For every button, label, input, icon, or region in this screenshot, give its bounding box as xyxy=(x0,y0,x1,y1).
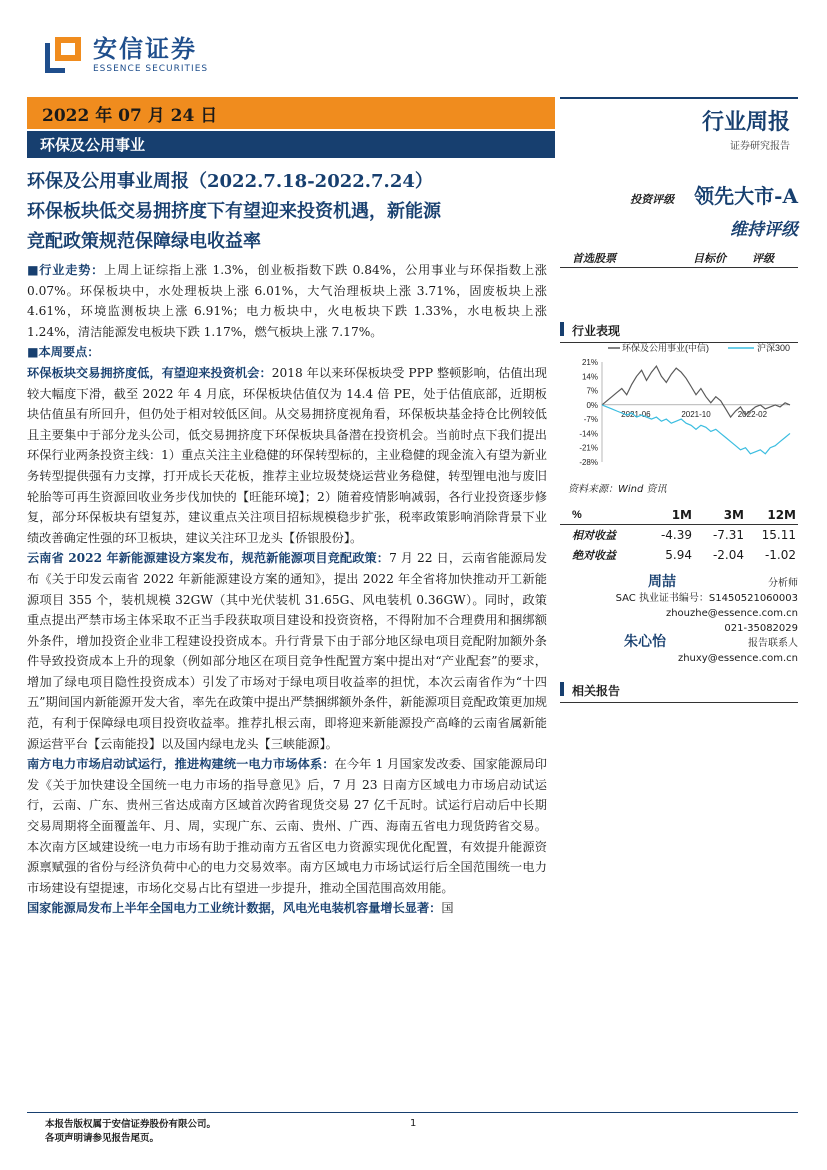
perf-cell: -4.39 xyxy=(660,528,692,542)
para-nea-head: 国家能源局发布上半年全国电力工业统计数据，风电光电装机容量增长显著： xyxy=(27,901,442,916)
perf-h2: 3M xyxy=(723,507,744,522)
analyst-role: 报告联系人 xyxy=(748,638,798,649)
legend-label-1: 环保及公用事业(中信) xyxy=(622,343,709,353)
para-yunnan-head: 云南省 2022 年新能源建设方案发布，规范新能源项目竞配政策： xyxy=(27,551,390,566)
para-nea xyxy=(27,898,547,919)
para-yunnan-text: 7 月 22 日，云南省能源局发布《关于印发云南省 2022 年新能源建设方案的通知》，提出 2022 年全省将加快推动开工新能源项目 355 个，装机规模 32GW（其中光伏装机 31.65G、风电装机 0.36GW）。同时，政策重点提出严禁市场主体采取不正当手段获取项目建设和投资资格，不得附加不合理费用和捆绑额外条件，增加投资企业非工程建设投资成本。升行背景下由于部分地区绿电项目竞配附加额外条件导致投资成本上升的现象（例如部分地区在项目竞争性配置方案中提出对“产业配套”的要求，增加了绿电项目隐性投资成本）引发了市场对于绿电项目收益率的担忧，本次云南省作为“十四五”期间国内新能源开发大省，率先在政策中提出严禁捆绑额外条件，新能源项目竞配政策更加规范，有利于保障绿电项目投资收益率。推荐扎根云南，即将迎来新能源投产高峰的云南省属新能源运营平台【云南能投】以及国内绿电龙头【三峡能源】。 xyxy=(27,551,548,751)
report-type-box xyxy=(560,97,798,157)
analyst-phone: 021-35082029 xyxy=(724,623,798,634)
analyst-email: zhuxy@essence.com.cn xyxy=(677,653,798,664)
perf-row-label: 相对收益 xyxy=(572,529,616,542)
para-env-head: 环保板块交易拥挤度低，有望迎来投资机会： xyxy=(27,365,272,380)
para-trend: ■行业走势：上周上证综指上涨 1.3%，创业板指数下跌 0.84%，公用事业与环保指数上涨 0.07%。环保板块中，水处理板块上涨 6.01%，大气治理板块上涨 3.71%，固废板块上涨 4.61%，环境监测板块上涨 6.91%；电力板块中，火电板块下跌 1.33%，水电板块上涨 1.24%，清洁能源发电板块下跌 1.17%，燃气板块上涨 7.17%。 xyxy=(27,263,547,339)
y-tick-label: 7% xyxy=(586,386,598,396)
report-subtype: 证券研究报告 xyxy=(730,141,790,152)
date-bar xyxy=(27,97,555,129)
analyst-name: 周喆 xyxy=(648,574,676,590)
picks-header xyxy=(560,248,798,268)
table-row xyxy=(560,545,798,565)
y-tick-label: -7% xyxy=(583,415,598,425)
logo-en: ESSENCE SECURITIES xyxy=(93,64,209,74)
y-tick-label: -14% xyxy=(579,429,598,439)
title-line-1: 环保及公用事业周报（2022.7.18-2022.7.24） xyxy=(27,171,433,192)
logo-cn: 安信证券 xyxy=(93,35,197,63)
report-title xyxy=(27,167,557,257)
analyst-role: 分析师 xyxy=(768,578,798,589)
perf-cell: -7.31 xyxy=(712,528,744,542)
perf-h0: % xyxy=(572,508,582,521)
rating-value: 领先大市-A xyxy=(694,184,798,208)
perf-cell: -2.04 xyxy=(712,548,744,562)
perf-cell: -1.02 xyxy=(764,548,796,562)
para-points: ■本周要点： xyxy=(27,345,100,360)
x-tick-label: 2021-06 xyxy=(621,409,651,419)
section-performance: 行业表现 xyxy=(560,320,798,343)
table-row xyxy=(560,525,798,545)
legend-label-2: 沪深300 xyxy=(757,343,791,353)
analyst-2 xyxy=(560,635,798,666)
footer xyxy=(45,1118,216,1146)
report-date: 2022 年 07 月 24 日 xyxy=(42,105,218,126)
chart-source: 资料来源：Wind 资讯 xyxy=(568,484,667,495)
rating-sub: 维持评级 xyxy=(730,220,798,240)
perf-cell: 15.11 xyxy=(761,528,796,542)
picks-col-stock: 首选股票 xyxy=(572,252,616,265)
perf-cell: 5.94 xyxy=(665,548,692,562)
perf-row-label: 绝对收益 xyxy=(572,549,616,562)
y-tick-label: 14% xyxy=(581,372,598,382)
analyst-email: zhouzhe@essence.com.cn xyxy=(665,608,798,619)
para-env xyxy=(27,363,547,548)
picks-col-target: 目标价 xyxy=(693,252,726,265)
footer-divider xyxy=(27,1112,798,1113)
footer-copyright: 本报告版权属于安信证券股份有限公司。 xyxy=(45,1119,217,1130)
para-trend-head: 行业走势： xyxy=(39,263,105,277)
title-line-2: 环保板块低交易拥挤度下有望迎来投资机遇，新能源 xyxy=(27,201,441,222)
para-south xyxy=(27,754,547,898)
rating-label: 投资评级 xyxy=(630,193,675,206)
x-tick-label: 2022-02 xyxy=(737,409,768,419)
page-number: 1 xyxy=(410,1118,417,1129)
perf-h1: 1M xyxy=(671,507,692,522)
performance-chart-svg xyxy=(560,340,798,470)
industry-name: 环保及公用事业 xyxy=(40,136,146,154)
analyst-cert: SAC 执业证书编号：S1450521060003 xyxy=(615,593,798,604)
para-yunnan xyxy=(27,548,547,754)
analyst-name: 朱心怡 xyxy=(624,634,666,650)
performance-chart xyxy=(560,340,798,470)
performance-table xyxy=(560,505,798,565)
section-related: 相关报告 xyxy=(560,680,798,703)
footer-disclaimer: 各项声明请参见报告尾页。 xyxy=(45,1133,160,1144)
para-trend-text: 上周上证综指上涨 1.3%，创业板指数下跌 0.84%，公用事业与环保指数上涨 0.07%。环保板块中，水处理板块上涨 6.01%，大气治理板块上涨 3.71%，固废板块上涨 4.61%，环境监测板块上涨 6.91%；电力板块中，火电板块下跌 1.33%，水电板块上涨 1.24%，清洁能源发电板块下跌 1.17%，燃气板块上涨 7.17%。 xyxy=(27,263,547,339)
para-nea-text: 国 xyxy=(441,901,454,916)
analyst-1 xyxy=(560,575,798,636)
para-env-text: 2018 年以来环保板块受 PPP 整顿影响，估值出现较大幅度下滑，截至 2022 年 4 月底，环保板块估值仅为 14.4 倍 PE，处于估值底部，近期板块估值虽有所回升，但仍处于相对较低区间。从交易拥挤度视角看，环保板块基金持仓比例较低且主要集中于部分龙头公司，低交易拥挤度下环保板块具备潜在投资机会。当前时点下我们提出环保行业两条投资主线：1）重点关注主业稳健的环保转型标的，主业稳健的现金流入有望为新业务转型提供强有力支撑，打开成长天花板，推荐主业垃圾焚烧运营业务稳健，转型锂电池与废旧轮胎等可再生资源回收业务步伐加快的【旺能环境】；2）随着疫情影响减弱，各行业投资逐步修复，部分环保板块有望复苏，建议重点关注项目招标规模稳步扩张，税率政策影响消除背景下业绩改善确定性强的环卫板块，建议关注环卫龙头【侨银股份】。 xyxy=(27,365,547,545)
x-tick-label: 2021-10 xyxy=(681,409,711,419)
logo-mark-icon xyxy=(45,35,83,75)
y-tick-label: -21% xyxy=(579,443,598,453)
para-south-head: 南方电力市场启动试运行，推进构建统一电力市场体系： xyxy=(27,757,335,772)
para-south-text: 在今年 1 月国家发改委、国家能源局印发《关于加快建设全国统一电力市场的指导意见》后，7 月 23 日南方区域电力市场启动试运行，云南、广东、贵州三省达成南方区域首次跨省现货交易 27 亿千瓦时。试运行启动后中长期交易周期将全面覆盖年、月、周，实现广东、云南、贵州、广西、海南五省电力现货跨省交易。本次南方区域建设统一电力市场有助于推动南方五省区电力资源实现优化配置，有效提升能源资源禀赋强的省份与经济负荷中心的电力交易效率。南方区域电力市场试运行后全国范围统一电力市场建设有望提速，市场化交易占比有望进一步提升，推动全国范围高效用能。 xyxy=(27,757,547,895)
rating-box xyxy=(560,180,798,240)
report-body xyxy=(27,260,547,919)
perf-header-row xyxy=(560,505,798,525)
title-line-3: 竞配政策规范保障绿电收益率 xyxy=(27,231,261,252)
report-type: 行业周报 xyxy=(701,110,790,135)
para-points-head: 本周要点： xyxy=(38,345,100,360)
y-tick-label: 21% xyxy=(581,358,598,367)
perf-h3: 12M xyxy=(767,507,796,522)
industry-bar xyxy=(27,131,555,158)
y-tick-label: 0% xyxy=(586,400,598,410)
company-logo xyxy=(45,35,208,75)
y-tick-label: -28% xyxy=(579,458,598,467)
picks-col-rating: 评级 xyxy=(752,252,774,265)
